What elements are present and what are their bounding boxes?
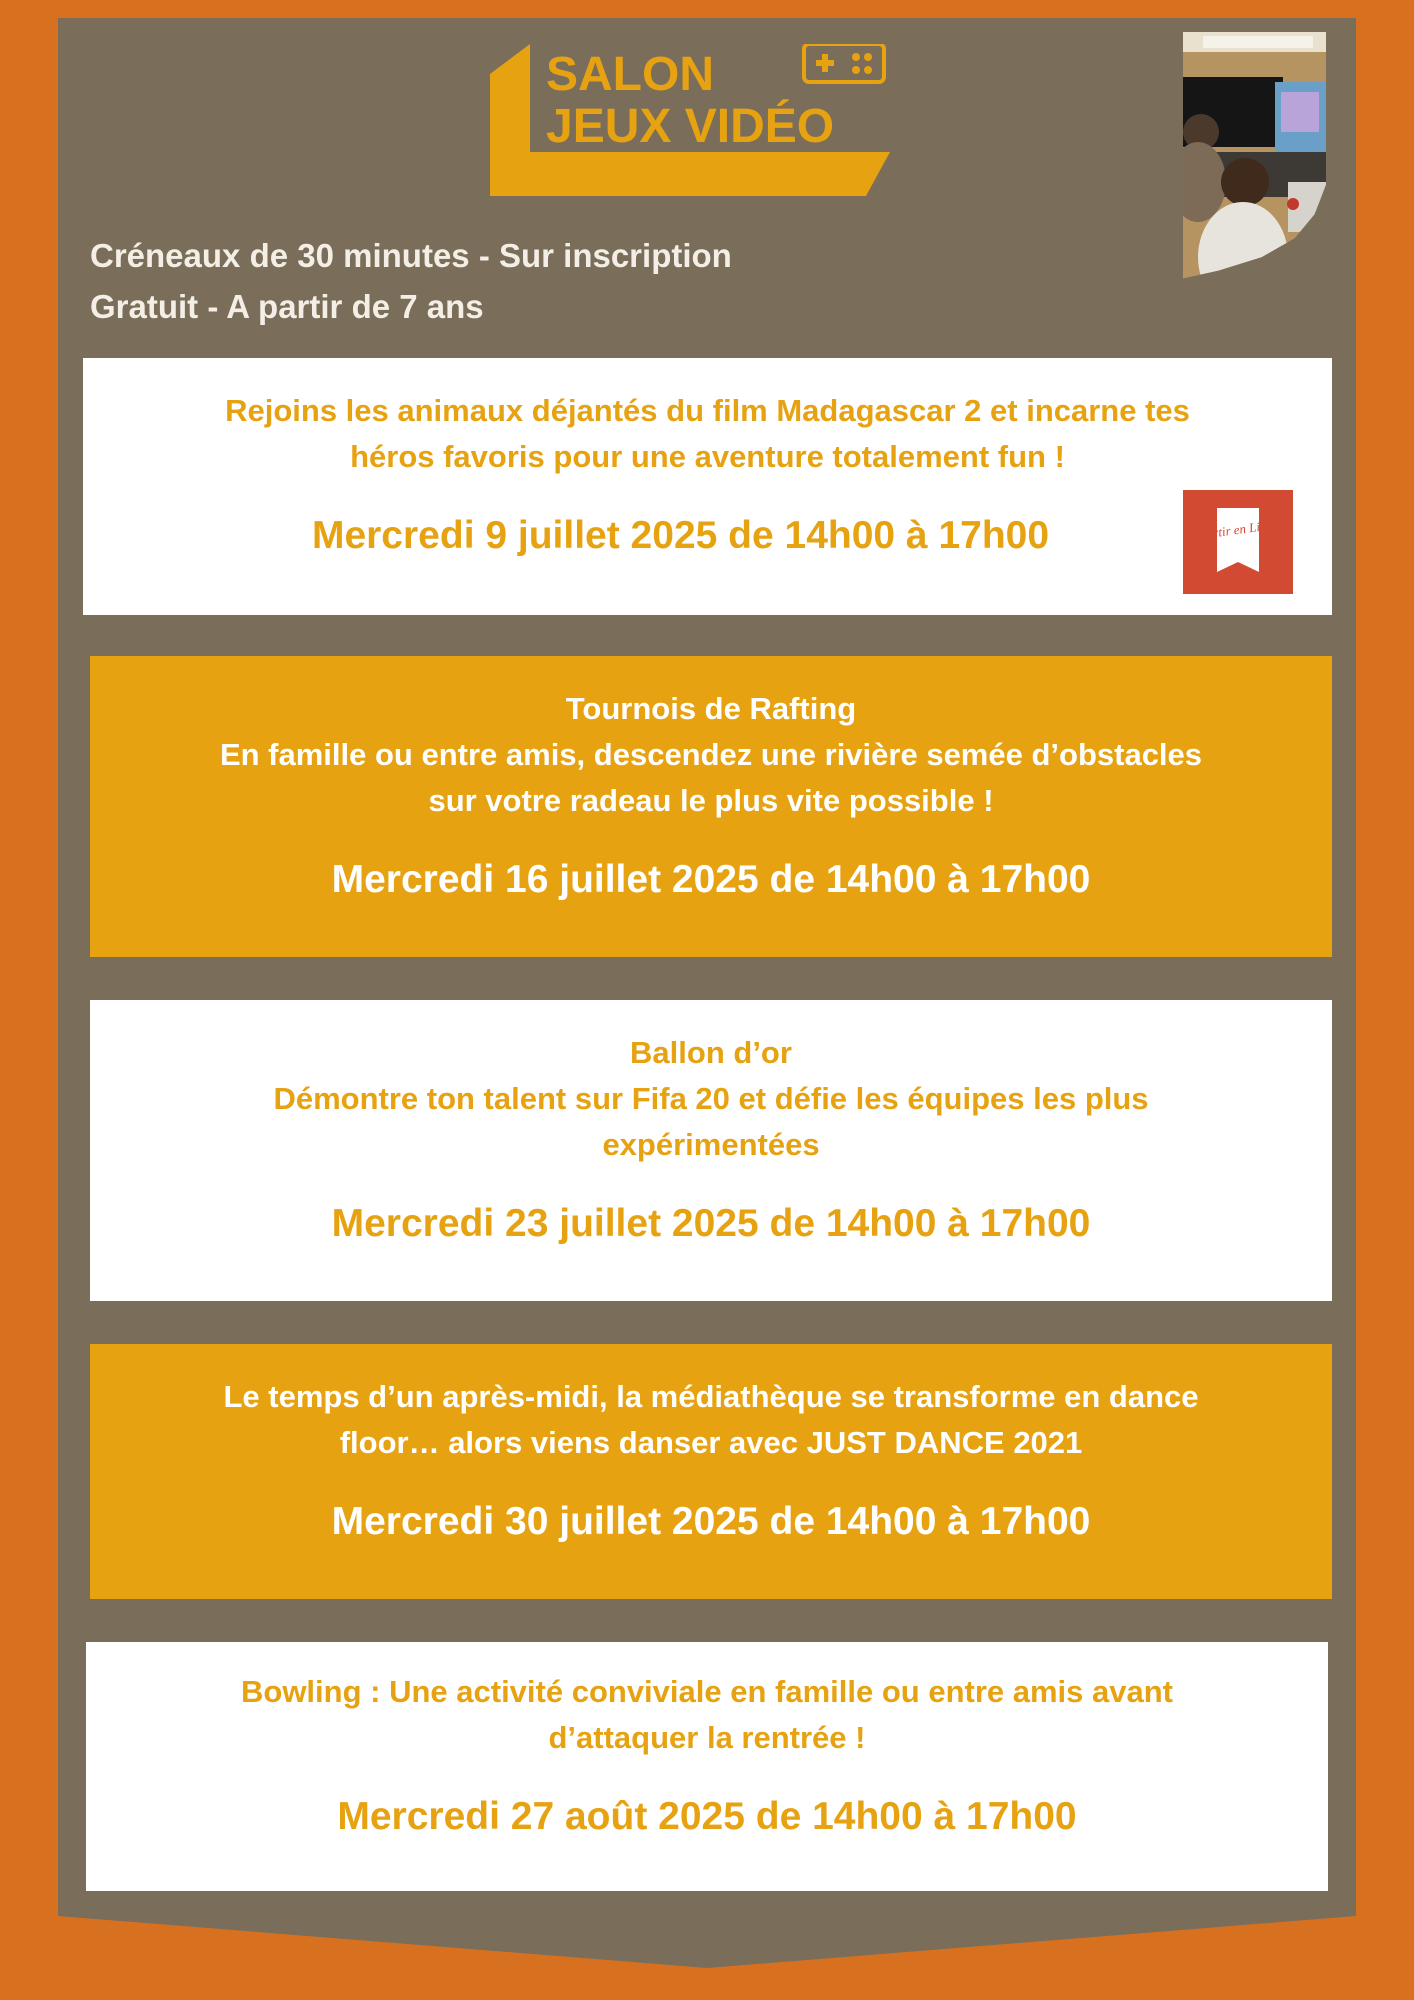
event-card-rafting	[90, 656, 1332, 957]
event-date: Mercredi 9 juillet 2025 de 14h00 à 17h00	[311, 514, 1050, 557]
event-description-line2: sur votre radeau le plus vite possible !	[428, 783, 994, 818]
event-description-line2: héros favoris pour une aventure totalement fun !	[350, 439, 1065, 474]
session-info	[90, 230, 732, 332]
event-description-line1: Démontre ton talent sur Fifa 20 et défie les équipes les plus	[273, 1081, 1149, 1116]
event-description-line2: floor… alors viens danser avec JUST DANCE 2021	[339, 1425, 1083, 1460]
event-description-line1: En famille ou entre amis, descendez une rivière semée d’obstacles	[219, 737, 1203, 772]
event-card-madagascar	[83, 358, 1332, 615]
event-description-line2: expérimentées	[602, 1127, 820, 1162]
event-description-line1: Le temps d’un après-midi, la médiathèque se transforme en dance	[223, 1379, 1199, 1414]
event-date: Mercredi 27 août 2025 de 14h00 à 17h00	[337, 1795, 1077, 1838]
logo-line2: JEUX VIDÉO	[546, 100, 835, 153]
event-date: Mercredi 23 juillet 2025 de 14h00 à 17h00	[331, 1202, 1091, 1245]
event-title: Tournois de Rafting	[565, 691, 857, 726]
event-card-ballon-dor	[90, 1000, 1332, 1301]
event-description-line1: Bowling : Une activité conviviale en famille ou entre amis avant	[241, 1674, 1173, 1709]
session-info-line1: Créneaux de 30 minutes - Sur inscription	[90, 237, 732, 274]
session-info-line2: Gratuit - A partir de 7 ans	[90, 288, 484, 325]
salon-jeux-video-logo	[490, 44, 890, 196]
logo-line1: SALON	[546, 48, 714, 101]
event-description-line2: d’attaquer la rentrée !	[548, 1720, 866, 1755]
event-title: Ballon d’or	[630, 1035, 792, 1070]
event-date: Mercredi 30 juillet 2025 de 14h00 à 17h00	[331, 1500, 1091, 1543]
partir-en-livre-logo	[1183, 490, 1293, 594]
event-card-bowling	[86, 1642, 1328, 1891]
gamepad-icon	[804, 44, 884, 82]
badge-text: Partir en Livre	[1197, 516, 1277, 543]
event-date: Mercredi 16 juillet 2025 de 14h00 à 17h00	[331, 858, 1091, 901]
event-card-just-dance	[90, 1344, 1332, 1599]
event-description-line1: Rejoins les animaux déjantés du film Madagascar 2 et incarne tes	[225, 393, 1190, 428]
